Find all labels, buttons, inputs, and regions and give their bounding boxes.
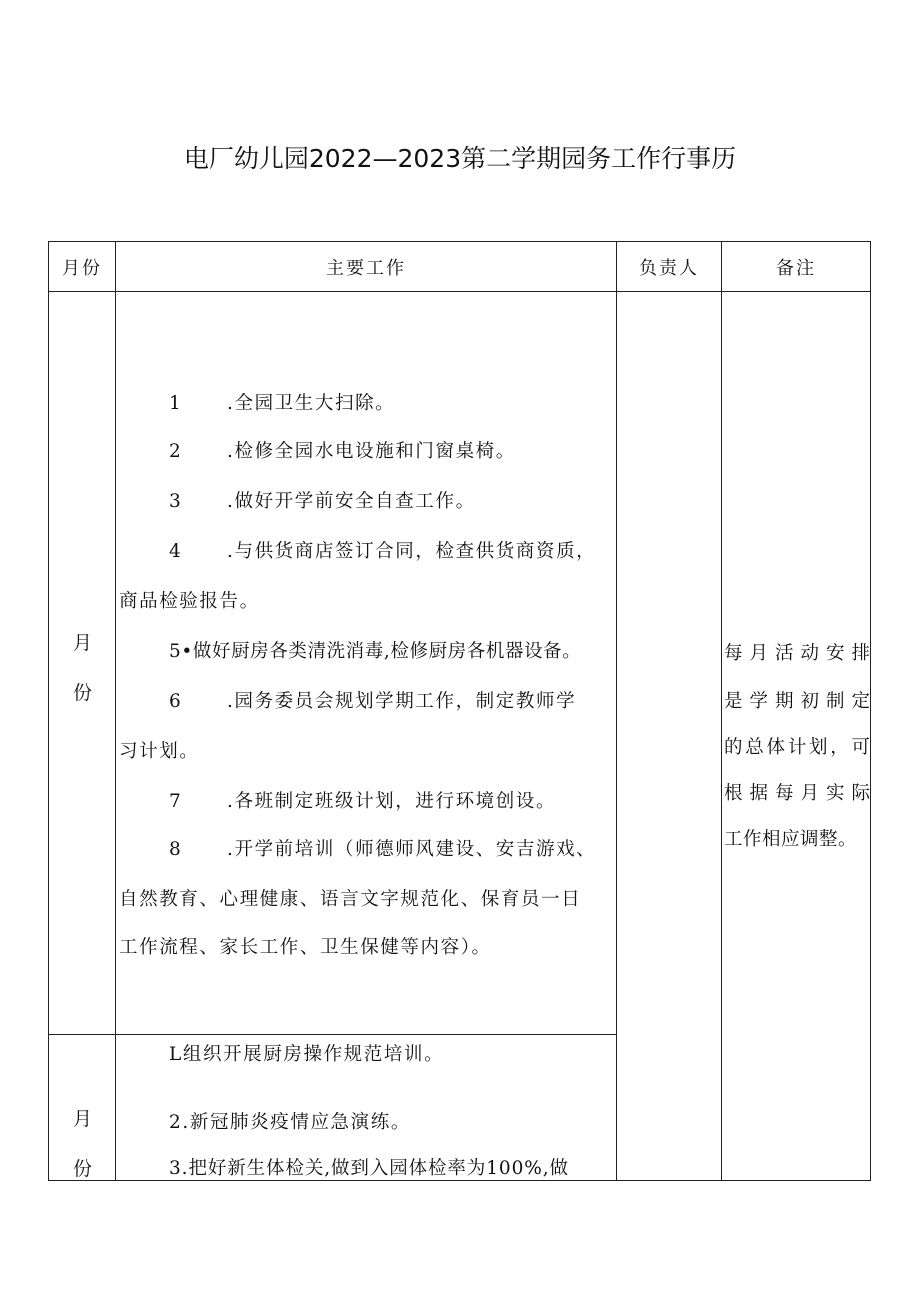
row2-item-3: 3.把好新生体检关,做到入园体检率为100%,做 xyxy=(169,1158,569,1179)
row1-item-4 xyxy=(169,537,596,563)
row1-item-6-cont: 习计划。 xyxy=(119,741,200,762)
row-divider xyxy=(49,1034,616,1035)
row2-month-char1: 月 xyxy=(73,1108,93,1130)
row1-month-char2: 份 xyxy=(73,682,93,704)
item-number: 8 xyxy=(169,839,183,860)
row1-item-4-cont: 商品检验报告。 xyxy=(119,591,260,612)
item-number: 2 xyxy=(169,441,183,462)
row2-item-2: 2.新冠肺炎疫情应急演练。 xyxy=(169,1112,411,1133)
row1-item-8 xyxy=(169,835,596,861)
item-number: 3 xyxy=(169,491,183,512)
header-month: 月份 xyxy=(62,257,102,279)
item-text: .园务委员会规划学期工作，制定教师学 xyxy=(227,691,577,712)
row2-item-1: L组织开展厨房操作规范培训。 xyxy=(169,1044,445,1065)
row1-item-8-cont-2: 工作流程、家长工作、卫生保健等内容）。 xyxy=(119,937,492,958)
item-number: 6 xyxy=(169,691,183,712)
document-title: 电厂幼儿园2022—2023第二学期园务工作行事历 xyxy=(183,144,737,173)
schedule-table xyxy=(48,241,871,1181)
notes-line-2: 是学期初制定 xyxy=(724,691,870,712)
row1-item-5: 5•做好厨房各类清洗消毒,检修厨房各机器设备。 xyxy=(169,641,582,662)
row1-item-2 xyxy=(169,437,516,463)
row1-item-1 xyxy=(169,389,395,415)
item-number: 4 xyxy=(169,541,183,562)
notes-line-3: 的总体计划，可 xyxy=(724,737,870,758)
item-text: .全园卫生大扫除。 xyxy=(227,393,396,414)
col-divider-main xyxy=(616,242,617,1180)
item-text: .与供货商店签订合同，检查供货商资质， xyxy=(227,541,597,562)
item-number: 1 xyxy=(169,393,183,414)
col-divider-responsible xyxy=(721,242,722,1180)
item-text: .开学前培训（师德师风建设、安吉游戏、 xyxy=(227,839,597,860)
row1-item-3 xyxy=(169,487,476,513)
row1-month-char1: 月 xyxy=(73,632,93,654)
item-text: .做好开学前安全自查工作。 xyxy=(227,491,476,512)
col-divider-month xyxy=(115,242,116,1180)
notes-line-5: 工作相应调整。 xyxy=(724,829,858,850)
row1-item-7 xyxy=(169,787,556,813)
notes-line-4: 根据每月实际 xyxy=(724,783,870,804)
notes-line-1: 每月活动安排 xyxy=(724,643,870,664)
item-number: 7 xyxy=(169,791,183,812)
item-text: .检修全园水电设施和门窗桌椅。 xyxy=(227,441,516,462)
header-main-work: 主要工作 xyxy=(326,257,406,279)
row1-item-6 xyxy=(169,687,576,713)
header-divider xyxy=(49,291,870,292)
item-text: .各班制定班级计划，进行环境创设。 xyxy=(227,791,557,812)
header-notes: 备注 xyxy=(776,257,816,279)
header-responsible: 负责人 xyxy=(639,257,699,279)
row1-item-8-cont-1: 自然教育、心理健康、语言文字规范化、保育员一日 xyxy=(119,889,582,910)
row2-month-char2: 份 xyxy=(73,1158,93,1180)
